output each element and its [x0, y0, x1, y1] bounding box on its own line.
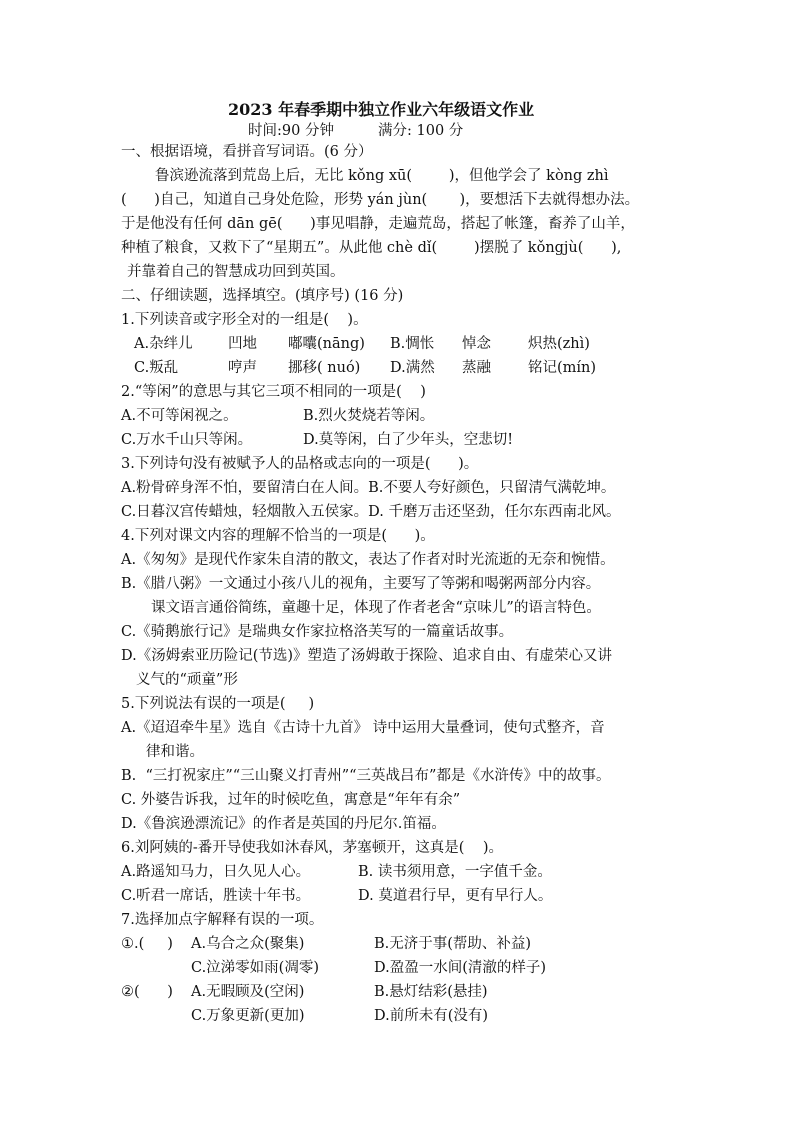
option-text: D.前所未有(没有) — [374, 1008, 489, 1024]
question-stem: 6.刘阿姨的-番开导使我如沐春风，茅塞顿开，这真是( )。 — [121, 840, 503, 856]
option-text: B.惆怅 — [390, 336, 435, 352]
option-text: 铭记(mín) — [528, 360, 597, 376]
option-text: C.听君一席话，胜读十年书。 — [121, 888, 311, 904]
option-line: C.《骑鹅旅行记》是瑞典女作家拉格洛芙写的一篇童话故事。 — [121, 624, 514, 640]
option-line: C.日暮汉宫传蜡烛，轻烟散入五侯家。D. 千磨万击还坚劲，任尔东西南北风。 — [121, 504, 621, 520]
option-line: B. “三打祝家庄”“三山聚义打青州”“三英战吕布”都是《水浒传》中的故事。 — [121, 768, 611, 784]
page-title: 2023 年春季期中独立作业六年级语文作业 — [228, 100, 535, 119]
option-line: A.《迢迢牵牛星》选自《古诗十九首》 诗中运用大量叠词，使句式整齐，音 — [121, 720, 605, 736]
section1-line: 并靠着自己的智慧成功回到英国。 — [127, 264, 345, 280]
option-text: 凹地 — [228, 336, 257, 352]
answer-blank: ②( ) — [121, 984, 173, 1000]
question-stem: 5.下列说法有误的一项是( ) — [121, 696, 315, 712]
section1-line: ( )自己，知道自己身处危险，形势 yán jùn( )，要想活下去就得想办法。 — [121, 192, 640, 208]
option-line: A.粉骨碎身浑不怕，要留清白在人间。B.不要人夸好颜色，只留清气满乾坤。 — [121, 480, 616, 496]
option-text: 蒸融 — [462, 360, 491, 376]
option-text: 嘟囔(nāng) — [288, 336, 365, 352]
option-line: 律和谐。 — [146, 744, 204, 760]
option-text: A.杂绊儿 — [134, 336, 193, 352]
option-text: C.叛乱 — [134, 360, 179, 376]
section1-line: 于是他没有任何 dān gē( )事见唱静，走遍荒岛，搭起了帐篷，畜养了山羊， — [121, 216, 635, 232]
option-line: D.《鲁滨逊漂流记》的作者是英国的丹尼尔.笛福。 — [121, 816, 446, 832]
option-text: D. 莫道君行早，更有早行人。 — [358, 888, 553, 904]
answer-blank: ①.( ) — [121, 936, 173, 952]
option-text: D.莫等闲，白了少年头，空悲切! — [303, 432, 514, 448]
exam-time: 时间:90 分钟 — [248, 123, 334, 139]
option-text: 哼声 — [228, 360, 257, 376]
exam-score: 满分: 100 分 — [378, 123, 464, 139]
question-stem: 4.下列对课文内容的理解不恰当的一项是( )。 — [121, 528, 435, 544]
option-line: D.《汤姆索亚历险记(节选)》塑造了汤姆敢于探险、追求自由、有虚荣心又讲 — [121, 648, 613, 664]
question-stem: 7.选择加点字解释有误的一项。 — [121, 912, 324, 928]
question-stem: 1.下列读音或字形全对的一组是( )。 — [121, 312, 368, 328]
option-text: D.满然 — [390, 360, 435, 376]
section2-heading: 二、仔细读题，选择填空。(填序号) (16 分) — [121, 288, 404, 304]
section1-heading: 一、根据语境，看拼音写词语。(6 分） — [121, 144, 373, 160]
option-text: C.泣涕零如雨(凋零) — [191, 960, 320, 976]
option-line: C. 外婆告诉我，过年的时候吃鱼，寓意是“年年有余” — [121, 792, 461, 808]
question-stem: 2.“等闲”的意思与其它三项不相同的一项是( ) — [121, 384, 426, 400]
question-stem: 3.下列诗句没有被赋予人的品格或志向的一项是( )。 — [121, 456, 479, 472]
option-text: C.万象更新(更加) — [191, 1008, 305, 1024]
option-line: B.《腊八粥》一文通过小孩八儿的视角，主要写了等粥和喝粥两部分内容。 — [121, 576, 601, 592]
option-text: B. 读书须用意，一字值千金。 — [358, 864, 552, 880]
section1-line: 种植了粮食，又救下了“星期五”。从此他 chè dǐ( )摆脱了 kǒngjù( ), — [121, 240, 622, 256]
option-text: A.不可等闲视之。 — [121, 408, 238, 424]
option-text: D.盈盈一水间(清澈的样子) — [374, 960, 547, 976]
option-line: 义气的“顽童”形 — [136, 672, 238, 688]
option-text: 挪移( nuó) — [288, 360, 361, 376]
option-text: B.悬灯结彩(悬挂) — [374, 984, 488, 1000]
option-text: B.无济于事(帮助、补益) — [374, 936, 532, 952]
option-text: C.万水千山只等闲。 — [121, 432, 253, 448]
option-text: A.乌合之众(聚集) — [191, 936, 305, 952]
option-text: A.无暇顾及(空闲) — [191, 984, 305, 1000]
option-line: 课文语言通俗简练，童趣十足，体现了作者老舍“京味儿”的语言特色。 — [151, 600, 601, 616]
section1-line: 鲁滨逊流落到荒岛上后，无比 kǒng xū( )，但他学会了 kòng zhì — [155, 168, 609, 184]
option-text: A.路遥知马力，日久见人心。 — [121, 864, 311, 880]
option-text: 炽热(zhì) — [528, 336, 590, 352]
option-line: A.《匆匆》是现代作家朱自清的散文，表达了作者对时光流逝的无奈和惋惜。 — [121, 552, 615, 568]
option-text: 悼念 — [462, 336, 491, 352]
option-text: B.烈火焚烧若等闲。 — [303, 408, 435, 424]
